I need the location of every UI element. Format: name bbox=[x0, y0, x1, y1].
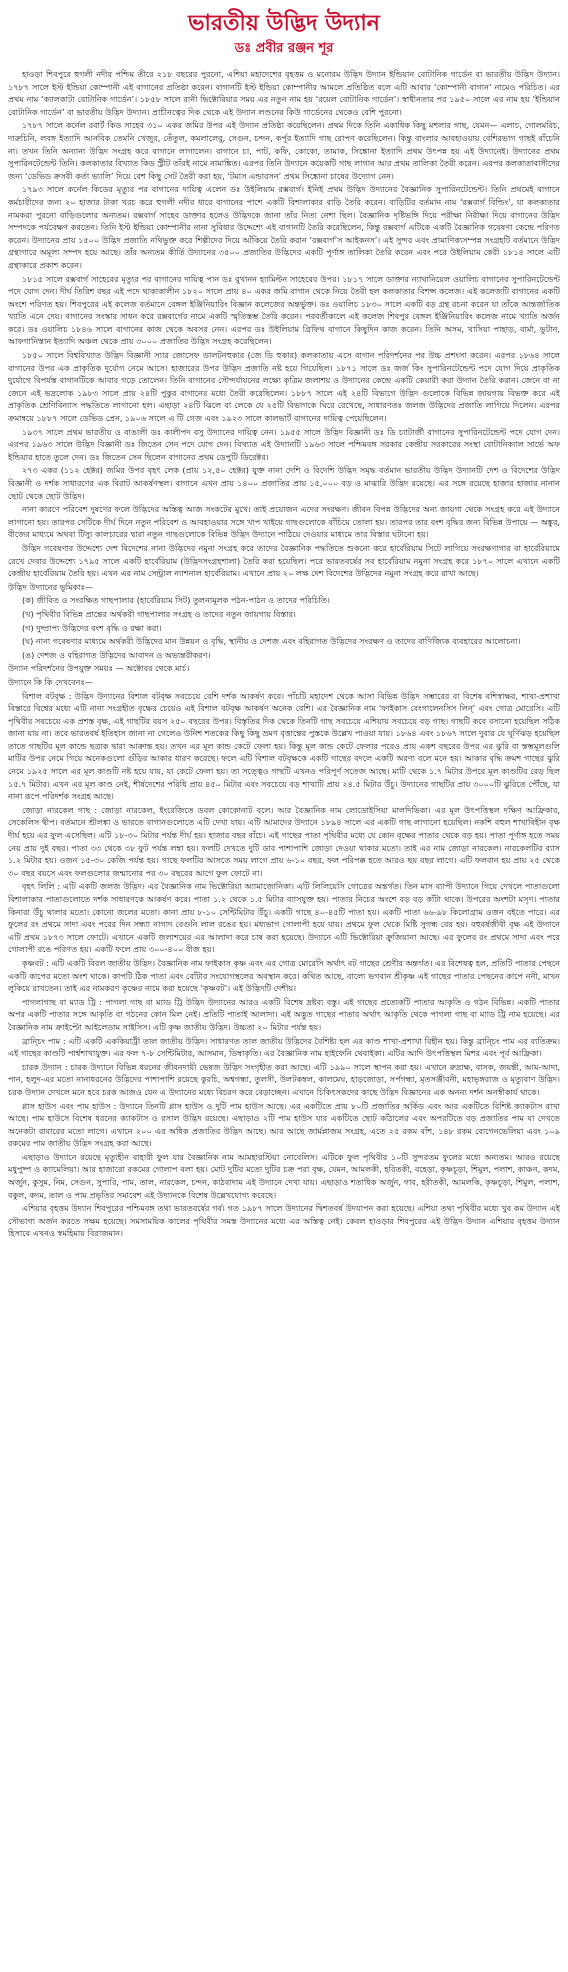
attraction-paragraph: গ্লাস হাউস এবং পাম হাউস : উদ্যানে তিনটি গ্লাস হাউস ও দুটি পাম হাউস আছে। এর একটিতে প্রায় ৮০টি প্রজাতির অর্কিড এবং আর একটিতে বিশিষ্ট ক্যাকটাস রাখা আছে। পাম হাউসে বিশেষ ধরনের ক্যাকটাস ও রসাল উদ্ভিদ রয়েছে। এছাড়াও ২টি পাম হাউস যার একটিতে ছোট কাঁঠালের এবং অপরটিতে বড় প্রজাতির পাম যা দেখতে অনেকটা রাবারের মতো লাগে। এখানে ২০০ এর অধিক প্রজাতির উদ্ভিদ আছে। আর আছে জার্মপ্লাজম সংগ্রহ, এতে ২৫ রকম বাঁশ, ১৪৮ রকম বোগেনভেলিয়া এবং ১০৯ রকমের পাম জাতীয় উদ্ভিদ সংগ্রহ করা আছে। bbox=[8, 1100, 560, 1149]
paragraph: ১৭৯৩ সালে কর্নেল কিডের মৃত্যুর পর বাগানের দায়িত্ব এলেন ডঃ উইলিয়াম রক্সবার্গ। ইনিই প্রথম উদ্ভিদ উদ্যানের বৈজ্ঞানিক সুপারিনটেন্ডেন্ট। তিনি প্রথমেই বাগানে কর্মচারীদের জন্য ২০ হাজার টাকা খরচ করে হুগলী নদীর ধারে বাগানের পাশে একটি বিশালাকার বাড়ি তৈরি করেন। বাড়িটির বর্তমান নাম ‘রক্সবার্গ বিল্ডিং’, যা কলকাতার নামকরা পুরনো বাড়িগুলোর অন্যতম। রক্সবার্গ সাহেব ডাক্তার হলেও উদ্ভিদকে জানা তাঁর নিত্য নেশা ছিল। বৈজ্ঞানিক দৃষ্টিভঙ্গি দিয়ে পরীক্ষা নিরীক্ষা দিয়ে বাগানের উদ্ভিদ সম্পদকে পর্যবেক্ষণ করতেন। তিনি ইস্ট ইন্ডিয়া কোম্পানীর নানা সুবিধার উদ্দেশ্যে এই বাগানটি তৈরি করেছিলেন, কিন্তু রক্সবার্গ এটিকে একটি বৈজ্ঞানিক গবেষণা কেন্দ্রে পরিণত করেন। উদ্যানের প্রায় ১৫০০ উদ্ভিদ প্রজাতি নথিভুক্ত করে শিল্পীদের দিয়ে আঁকিয়ে তৈরি করান ‘রক্সবার্গ’স আইকনস’। এই সুন্দর এবং প্রামাণিক্যসম্পন্ন সংগ্রহটি বর্তমানে উদ্ভিদ গ্রন্থাগারে অমূল্য সম্পদ হয়ে আছে। তাঁর অন্যতম কীর্তি উদ্যানের ৩৫০০ প্রজাতির উদ্ভিদের একটি পূর্ণাঙ্গ তালিকা তৈরি করেন এবং পরে উইলিয়াম কেরী ১৮১৪ সালে এটি গ্রন্থাকারে প্রকাশ করেন। bbox=[8, 184, 560, 270]
article-body bbox=[8, 68, 560, 1240]
attraction-paragraph: চারক উদ্যান : চারক উদ্যানে বিভিন্ন ধরনের জীবনদায়ী ভেষজ উদ্ভিদ সংগৃহীত করা আছে। এটি ১৯৯০ সালে স্থাপন করা হয়। এখানে রুদ্রাক্ষ, বাসক, জয়ন্তী, আম-আদা, পান, হলুদ-এর মতো নানাধরনের উদ্ভিদের পাশাপাশি রয়েছে কুরচি, অশ্বগন্ধা, তুলসী, উলটকম্বল, কালমেঘ, হাড়জোড়া, সর্পগন্ধা, মৃতসঞ্জীবনী, মহাভৃঙ্গরাজ ও মৃত্যুবাণ উদ্ভিদ। চরক উদ্যান দেখলে মনে হবে চরক আজও যেন এ উদ্যানের মধ্যে বিচরণ করে বেড়াচ্ছেন। এখানে চিকিৎসকদের কাছে উদ্ভিদ বিজ্ঞানের এক অনন্য দর্শন অনস্বীকার্য থাকে। bbox=[8, 1061, 560, 1097]
article-title: ভারতীয় উদ্ভিদ উদ্যান bbox=[188, 11, 380, 36]
attraction-paragraph: পাগলাগাছ বা ম্যাড ট্রি : পাগলা গাছ বা ম্যাড ট্রি উদ্ভিদ উদ্যানের আরও একটি বিশেষ দ্রষ্টব্য বস্তু। এই গাছের প্রত্যেকটি পাতার আকৃতি ও গঠন বিভিন্ন। একটি পাতার অপর একটি পাতার সঙ্গে আকৃতি বা গঠনের কোন মিল নেই। প্রতিটি পাতাই আলাদা। এই অদ্ভুত গাছের পাতার অর্থাৎ আকৃতি থেকে পাগলা গাছ বা ম্যাড ট্রি নাম হয়েছে। এর বৈজ্ঞানিক নাম ক্রাইপ্টো আইলেডাম সাইসিস। এটি কৃষ্ণ জাতীয় উদ্ভিদ। উচ্চতা ২০ মিটার পর্যন্ত হয়। bbox=[8, 996, 560, 1032]
roles-heading: উদ্ভিদ উদ্যানের ভূমিকাঃ— bbox=[8, 581, 94, 592]
attractions-heading: উদ্যানে কি কি দেখবেনঃ— bbox=[8, 676, 93, 687]
paragraph: ১৮৫০ সালে বিশ্ববিখ্যাত উদ্ভিদ বিজ্ঞানী স্যার জোসেফ ডালটনহুকার (জে ডি হুকার) কলকাতায় এসে বাগান পরিদর্শনের পর উচ্চ প্রশংসা করেন। এরপর ১৮৬৪ সালে বাগানের উপর এক প্রাকৃতিক দুর্যোগ নেমে আসে। হাজারের উপর উদ্ভিদ প্রজাতি নষ্ট হয়ে গিয়েছিল। ১৮৭১ সালে ডঃ জর্জ কিং সুপারিনটেন্ডেন্ট পদে যোগ দিয়ে প্রাকৃতিক দুর্যোগে বিপর্যস্ত বাগানটিকে আবার গড়ে তোলেন। তিনি বাগানের সৌন্দর্যায়নের লক্ষ্যে কৃত্রিম জলাশয় ও উদ্যানের কেন্দ্রে একটি কেয়ারী করা উদ্যান তৈরি করান। জেনে বা না জেনে এই ভদ্রলোক ১৯৮৩ সালে প্রায় ২৪টি পুকুর বাগানের মধ্যে তৈরী করেছিলেন। ১৮৮৭ সালে এই ২৪টি বিভাগে উদ্ভিদ গুলোকে বিভিন্ন জায়গায় বিভক্ত করে এই প্রাকৃতিক শ্রেণিবিন্যাস পদ্ধতিতে লাগানো হল। এছাড়া ২৪টি ঝিলে বা লেকে যে ২৫টি বিভাগকে ঘিরে রেখেছে, সাধারণতঃ জলজ উদ্ভিদের প্রজাতি লাগিয়ে দিলেন। এরপর ক্রমান্বয়ে ১৮৮৭ সালে ডেভিড প্রেন, ১৯০৬ সালে এ টি গেজ এবং ১৯২৩ সালে কালভার্ট বাগানের দায়িত্ব পেয়েছিলেন। bbox=[8, 350, 560, 424]
paragraph: ১৮১৫ সালে রক্সবার্গ সাহেবের মৃত্যুর পর বাগানের দায়িত্ব পান ডঃ বুখানন হ্যামিল্টন সাহেবের উপর। ১৮১৭ সালে ডাক্তার ন্যাথানিয়েল ওয়ালিচ বাগানের সুপারিনটেন্ডেন্ট পদে যোগ দেন। দীর্ঘ তিরিশ বছর এই পদে থাকাকালীন ১৮২০ সালে প্রায় ৪০ একর জমি বাগান থেকে নিয়ে তৈরী হল কলকাতার বিশপ্স কলেজ। এই কলেজটি বাগানের একটি অংশে পরিণত হয়। শিবপুরের এই কলেজ বর্তমানে বেঙ্গল ইঞ্জিনিয়ারিং বিজ্ঞান কলেজের অন্তর্ভুক্ত। ডঃ ওয়ালিচ ১৮৩০ সালে একটি বড় গ্রন্থ রচনা করেন যা তাঁকে আন্তর্জাতিক খ্যাতি এনে দেয়। বাগানের সংস্কার সাধন করে রক্সবার্গের নামে একটি স্মৃতিস্তম্ভ তৈরি করেন। পরবর্তীকালে এই কলেজ শিবপুর বেঙ্গল ইঞ্জিনিয়ারিং কলেজ নামে খ্যাতি অর্জন করে। ডঃ ওয়ালিচ ১৮৪৬ সালে বাগানের কাজ থেকে অবসর নেন। এরপর ডঃ উইলিয়াম গ্রিফিথ বাগানে কিছুদিন কাজ করেন। তিনি অসম, খাসিয়া পাহাড়, বার্মা, ভুটান, আফগানিস্তান ইত্যাদি অঞ্চল থেকে প্রায় ৩০০০ প্রজাতির উদ্ভিদ সংগ্রহ করেছিলেন। bbox=[8, 273, 560, 347]
role-item: (ঙ) দেশজ ও বহিরাগত উদ্ভিদের আবাদন ও অভ্যন্তরীকরণ। bbox=[22, 649, 211, 660]
article-author: ডঃ প্রবীর রঞ্জন শূর bbox=[234, 41, 334, 56]
attraction-paragraph: এছাড়াও উদ্যানে রয়েছে মৃত্যুহীন বাহারী ফুল যার বৈজ্ঞানিক নাম আমহারস্টিয়া নোবেলিস। এটিকে ফুল পৃথিবীর ১০টি সুন্দরতম ফুলের মধ্যে অন্যতম। আরও রয়েছে মধুপুষ্প ও ক্যামেলিয়া। আর হাজারো রকমের গোলাপ বলা হয়। মোট দুটির মতো দুটির চক্র পরা বৃক্ষ, যেমন, আমলকী, হরিতকী, বহেড়া, কৃষ্ণচূড়া, শিমুল, পলাশ, কাঞ্চন, কদম, অর্জুন, কুসুম, নিম, সেগুন, সুপারি, পাম, তাল, নারকেল, চন্দন, কাঠবাদাম এই উদ্যানে দেখা যায়। এছাড়াও শতাধিক অর্জুন, গাব, হরীতকী, আমলকি, কৃষ্ণচূড়া, শিমুল, পলাশ, বকুল, কদম, তাল ও পাম প্রভৃতির সমাবেশ এই উদ্যানকে বিশেষ উল্লেখযোগ্য করেছে। bbox=[8, 1151, 560, 1200]
paragraph: নানা কারণে পরিবেশ দুষণের ফলে উদ্ভিদের অস্তিত্ব আজ সংকটের মুখে। তাই প্রয়োজন এদের সংরক্ষণ। জীবন বিপন্ন উদ্ভিদের অন্য জায়গা থেকে সংগ্রহ করে এই উদ্যানে লাগানো হয়। তারপর সেটিকে দীর্ঘ দিনে নতুন পরিবেশ ও আবহাওয়ার সঙ্গে খাপ খাইয়ে গাছগুলোকে বাঁচিয়ে তোলা হয়। তারপর তার বংশ বৃদ্ধির জন্য বিভিন্ন উপায়ে — অঙ্কুর, বীজের মাধ্যমে অথবা টিস্যু কালচারের দ্বারা নতুন গাছগুলোকে বিভিন্ন উদ্ভিদ উদ্যানে পাঠিয়ে দেওয়ার মাধ্যমে তার বিস্তার ঘটানো হয়। bbox=[8, 504, 560, 540]
paragraph: ১৯৩৭ সালে প্রথম ভারতীয় ও বাঙালী ডঃ কালীপদ বসু উদ্যানের দায়িত্ব নেন। ১৯৫৫ সালে উদ্ভিদ বিজ্ঞানী ডঃ ডি চ্যাটার্জী বাগানের সুপারিনটেন্ডেন্ট পদে যোগ দেন। এরপর ১৯৬৩ সালে উদ্ভিদ বিজ্ঞানী ডঃ জিতেন সেন পদে যোগ দেন। বিখ্যাত এই উদ্যানটি ১৯৬৩ সালে পশ্চিমবঙ্গ সরকার কেন্দ্রীয় সরকারের সংস্থা বোটানিক্যাল সার্ভে অফ ইন্ডিয়ার হাতে তুলে দেন। ডঃ জিতেন সেন ছিলেন বাগানের প্রথম ডেপুটি ডিরেক্টর। bbox=[8, 426, 560, 462]
paragraph: উদ্ভিদ গবেষণার উদ্দেশ্যে দেশ বিদেশের নানা উদ্ভিদের নমুনা সংগ্রহ করে তাদের বৈজ্ঞানিক পদ্ধতিতে শুকনো করে হার্বেরিয়াম সিটে লাগিয়ে সংরক্ষণাগার বা হার্বেরিয়ামে রেখে দেবার উদ্দেশ্যে ১৭৯৫ সালে একটি হার্বেরিয়াম (উদ্ভিদসংগ্রহশালা) তৈরি করা হয়েছিল। পরে ভারতবর্ষের সব হার্বেরিয়াম নমুনা সংগ্রহ করে ১৮৭০ সালে এখানে একটি কেন্দ্রীয় হার্বেরিয়াম তৈরি হয়। এখন এর নাম সেন্ট্রাল ন্যাশনাল হার্বেরিয়াম। এখানে প্রায় ২০ লক্ষ দেশ বিদেশের উদ্ভিদের নমুনা সংগ্রহ করে রাখা আছে। bbox=[8, 542, 560, 579]
attraction-paragraph: বৃহৎ লিলি : এটি একটি জলজ উদ্ভিদ। এর বৈজ্ঞানিক নাম ভিক্টোরিয়া অ্যামাজোনিকা। এটি লিলিয়েসি গোত্রের অন্তর্গত। তিন মাস ব্যাপী উদ্যানে গিয়ে দেখলে পাতাগুলো বিশালাকার পাতাগুলোতে দর্শক সাধারণকে আকর্ষণ করে। পাতা ১.২ থেকে ১.৫ মিটার ব্যাসযুক্ত হয়। পাতার নিচের অংশে বড় বড় কাঁটা থাকে। উপরের অংশটা মসৃণ। পাতার কিনারা উঁচু থালার মতো। কোনো জলের মতো। কানা প্রায় ৮-১০ সেন্টিমিটার উঁচু। একটি গাছে ৪০-৪৫টি পাতা হয়। একটি পাতা ৬৬-৯৮ কিলোগ্রাম ওজন বইতে পারে। এর ফুলের রং প্রথমে সাদা এবং পরের দিন সন্ধ্যা নাগাদ বেগুনি লাল রঙের হয়। মধ্যভাগ গোলাপী হয়ে যায়। প্রথমে ফুল থেকে মিষ্টি সুগন্ধ বের হয়। বহুবর্ষজীবী বৃক্ষ এই উদ্যানে এটি প্রথম ১৮৭৩ সালে ফোটে। এখানে একটি জলাশয়ের এর আলাদা করে চাষ করা হয়েছে। উদ্যানে এটি ভিক্টোরিয়া ক্রুজিয়ানা আছে। এর ফুলের রং প্রথমে সাদা এবং পরে গোলাপী রঙে পরিণত হয়। একটি ফলে প্রায় ৩০০-৪০০ বীজ হয়। bbox=[8, 881, 560, 955]
visit-time: উদ্যান পরিদর্শনের উপযুক্ত সময়ঃ — অক্টোবর থেকে মার্চ। bbox=[8, 663, 190, 674]
role-item: (গ) দুষ্প্রাপ্য উদ্ভিদের বংশ বৃদ্ধি ও রক্ষা করা। bbox=[22, 622, 162, 633]
attraction-paragraph: ব্রান্চিং পাম : এটি একটি এককিয়াট্রী তাল জাতীয় উদ্ভিদ। সাধারণত তাল জাতীয় উদ্ভিদের বৈশিষ্ট্য হল এর কাণ্ড শাখা-প্রশাখা বিহীন হয়। কিন্তু ব্রান্চিং পাম এর ব্যতিক্রম। এই গাছের কাণ্ডটি পার্শ্বশাখাযুক্ত। এর ফল ৭-৮ সেন্টিমিটার, আসমান, ডিম্বাকৃতি। এর বৈজ্ঞানিক নাম হাইফেনি থেবাইকা। এটির আদি উৎপত্তিস্থল মিশর এবং পূর্ব আফ্রিকা। bbox=[8, 1035, 560, 1059]
attraction-paragraph: জোড়া নারকেল গাছ : জোড়া নারকেল, ইংরেজিতে ডবল কোকোনাট বলে। আর বৈজ্ঞানিক নাম লোডোইসিয়া মালদিভিকা। এর মূল উৎপত্তিস্থল দক্ষিণ আফ্রিকার, সেকেলিস দ্বীপ। বর্তমানে শ্রীলঙ্কা ও ভারতে বাগানগুলোতে এটি দেখা যায়। এটি আমাদের উদ্যানে ১৮৯৪ সালে এর একটি গাছ লাগানো হয়েছিল। নকশি বহুল শাখাবিহীন বৃক্ষ দীর্ঘ হয়ে এর ফুল এসেছিল। এটি ১৮-৩০ মিটার পর্যন্ত দীর্ঘ হয়। হাজার বছর বাঁচে। এই গাছের পাতা পৃথিবীর মধ্যে যে কোন বৃক্ষের পাতার থেকে বড় হয়। পাতা পূর্ণাঙ্গ হতে সময় নেয় প্রায় দুই বছর। পাতা ৩৩ থেকে ৩৮ ফুট পর্যন্ত লম্বা হয়। ফলটি দেখতে দুটি ডাব পাশাপাশি জোড়া দেওয়া থাকার মতো। তাই এর নাম জোড়া নারকেল। নারকেলটির ব্যাস ১.২ মিটার হয়। ওজন ১৫-৩০ কেজি পর্যন্ত হয়। গাছে ফলটির আসতে সময় লাগে প্রায় ৬-১০ বছর, ফল পরিপক্ক হতে আরও ছয় বছর লাগে। এটি ফলবান হয় প্রায় ২৫ থেকে ৩০ বছর বয়সে এবং ফলগুলোর জন্মানোর পর ৩০ বছরের আগে ফুল ফোটে না। bbox=[8, 804, 560, 878]
paragraph: ২৭৩ একর (১১২ হেক্টর) জমির উপর বৃহৎ লেক (প্রায় ১২,৫০ হেক্টর) যুক্ত নানা দেশি ও বিদেশি উদ্ভিদ সমৃদ্ধ বর্তমান ভারতীয় উদ্ভিদ উদ্যানটি দেশ ও বিদেশের উদ্ভিদ বিজ্ঞানী ও দর্শক সাধারণের এক বিরাট আকর্ষণস্থল। বাগানে এখন প্রায় ১৪০০ প্রজাতির প্রায় ১৫,০০০ বড় ও মাঝারি উদ্ভিদ রয়েছে। এর সঙ্গে রয়েছে হাজার হাজার নানান ছোট থেকে ছোট উদ্ভিদ। bbox=[8, 465, 560, 501]
attraction-paragraph: এশিয়ার বৃহত্তম উদ্যান শিবপুরের পশ্চিমবঙ্গ তথা ভারতবর্ষের গর্ব। গত ১৯৮৭ সালে উদ্যানের দ্বিশতবর্ষ উদযাপন করা হয়েছে। এশিয়া তথা পৃথিবীর মধ্যে খুব কম উদ্যান এই সৌভাগ্য অর্জন করতে সক্ষম হয়েছে। সমসাময়িক কালের পৃথিবীর সমস্ত উদ্যানের মধ্যে এর অস্তিত্ব নেই। কেবল হাওড়ার শিবপুরের এই উদ্ভিদ উদ্যান এশিয়ার বৃহত্তম উদ্যান হিসাবে এখনও স্বমহিমায় বিরাজমান। bbox=[8, 1203, 560, 1239]
paragraph: হাওড়া শিবপুরে হুগলী নদীর পশ্চিম তীরে ২১৮ বছরের পুরনো, এশিয়া মহাদেশের বৃহত্তম ও মনোরম উদ্ভিদ উদ্যান ইন্ডিয়ান বোটানিক গার্ডেন বা ভারতীয় উদ্ভিদ উদ্যান। ১৭৮৭ সালে ইস্ট ইন্ডিয়া কোম্পানী এই বাগানের প্রতিষ্ঠা করেন। বাগানটি ইস্ট ইন্ডিয়া কোম্পানীর আমলে প্রতিষ্ঠিত বলে এটি আবার ‘কোম্পানী বাগান’ নামেও পরিচিত। এর প্রথম নাম ‘ক্যালকাটা বোটানিক গার্ডেন’। ১৮৫৮ সালে রানী ভিক্টোরিয়ার সময় এর নতুন নাম হয় ‘রয়েল বোটানিক গার্ডেন’। স্বাধীনতার পর ১৯৫০ সালে এর নাম হয় ‘ইন্ডিয়ান বোটানিক গার্ডেন’ বা ভারতীয় উদ্ভিদ উদ্যান। প্রাচীনত্বের দিক থেকে এই উদ্যান লণ্ডনের কিউ গার্ডেনের থেকেও বেশি পুরনো। bbox=[8, 69, 560, 117]
attraction-paragraph: কৃষ্ণবট : এটি একটি বিরল জাতীয় উদ্ভিদ। বৈজ্ঞানিক নাম ফাইকাস কৃষ্ণ এবং এর গোত্র মোরেসি অর্থাৎ বট গাছের শ্রেণীর অন্তর্গত। এর বিশেষত্ব হল, প্রতিটি পাতার পেছনে একটি কাপের মতো অংশ থাকে। কাপটি ঠিক পাতা এবং বোঁটার সংযোগস্থলের অবস্থান করে। কথিত আছে, বাল্যে ভগবান শ্রীকৃষ্ণ এই গাছের পাতার পেছনের কাপে ননী, মাখন লুকিয়ে রাখতেন। তাই এর নামকরণ কৃষ্ণের নামে করা হয়েছে ‘কৃষ্ণবট’। এই উদ্ভিদটি দেশীয়। bbox=[8, 957, 560, 994]
role-item: (খ) পৃথিবীর বিভিন্ন প্রান্তের অর্থকরী গাছপালার সংগ্রহ ও তাদের নতুন জায়গায় বিস্তার। bbox=[22, 608, 296, 619]
paragraph: ১৭৮৭ সালে কর্নেল রবার্ট কিড সাহেব ৩১০ একর জমির উপর এই উদ্যান প্রতিষ্ঠা করেছিলেন। প্রথম দিকে তিনি একাধিক কিছু মশলার গাছ, যেমন— এলাচ, গোলমরিচ, দারুচিনি, লবঙ্গ ইত্যাদি আনবিক তেমনি খেজুর, তেঁতুল, কমলালেবু, সেগুন, চন্দন, কর্পূর ইত্যাদি গাছ রোপণ করেছিলেন। কিন্তু বাংলার আবহাওয়ায় বেশিরভাগ গাছই বাঁচেনি না। তখন তিনি অন্যান্য উদ্ভিদ সংগ্রহ করে বাগানে লাগালেন। বাগানে চা, পাট, কফি, কোকো, তামাক, সিঙ্কোনা ইত্যাদি প্রথম উৎপন্ন হয় এই উদ্যানেই। উদ্যানের প্রথম সুপারিনটেন্ডেন্ট তিনি। কলকাতার বিখ্যাত কিড স্ট্রীট তাঁরই নামে নামাঙ্কিত। এরপর তিনি উদ্যানে কয়েকটি গাছ লাগান আর প্রথম তালিকা তৈরী করেন। এরপর কলকাতাবাসীদের জন্য ‘ডেভিড ক্রসবী কর্তা ভ্যালি’ দিয়ে বেশ কিছু সেট তৈরী করা হয়, ‘টমাস এন্ডারসন’ প্রথম সিঙ্কোনা চাষের উদ্যোগ নেন। bbox=[8, 120, 560, 181]
attraction-paragraph: বিশাল বটবৃক্ষ : উদ্ভিদ উদ্যানের বিশাল বটবৃক্ষ সবচেয়ে বেশি দর্শক আকর্ষণ করে। পাঁচটি মহাদেশ থেকে আসা বিভিন্ন উদ্ভিদ সম্ভারের বা বিশেষ বশিস্বাক্ষর, শাখা-প্রশাখা বিস্তারে বিশ্বের মধ্যে এটি নানা সংগ্রহীত বৃক্ষের চেয়েও এই বিশাল বটবৃক্ষ আকর্ষণ অনেক বেশি। এর বৈজ্ঞানিক নাম ‘ফাইকাস বেংগালেনসিস লিন্‌’ এবং গোত্র মোরেসি। এটি পৃথিবীর সবচেয়ে এক প্রশস্ত বৃক্ষ, এই গাছটির বয়স ২৫০ বছরের উপর। বিস্তৃতির দিক থেকে তিনটি গাছ সবচেয়ে এশিয়ায় সবচেয়ে বড় গাছ। গাছটি কবে বসানো হয়েছিল সঠিক জানা যায় না। তবে ভারতবর্ষ ইতিহাস জানা না গেলেও উনিশ শতকের কিছু কিছু ভ্রমণ বৃত্তান্তের পুস্তকে উল্লেখ পাওয়া যায়। ১৮৬৪ এবং ১৮৬৭ সালে দুবার যে ঘূর্ণিঝড় হয়েছিল তাতে গাছটির মূল কান্ডে ছত্রাক দ্বারা আক্রান্ত হয়। তখন এর মূল কান্ড কেটে ফেলা হয়। কিন্তু মূল কান্ড কেটে ফেলার পরেও প্রায় একশ বছরের উপর এর ঝুরি বা স্তম্ভমূলগুলি মাটির উপর নেমে গিয়ে অনেকগুলো গুঁড়ির আকার ধারণ করেছে। ফলে এটি বিশাল বটবৃক্ষকে একটি গাছের বদলে একটি অরণ্য বলে মনে হয়। আকার বৃদ্ধি ক্রমশ গাছের ঝুরি নেমে ১৯২৫ সালে এর মূল কাণ্ডটি নষ্ট হয়ে যায়, যা কেটে ফেলা হয়। তা সত্ত্বেও গাছটি এখনও পরিপূর্ণ সতেজ আছে। মাটি থেকে ১.৭ মিটার উপরে মূল কাণ্ডটির বেড় ছিল ১৫.৭ মিটার। এখন এর মূল কাণ্ড নেই, শীর্ষদেশের পরিধি প্রায় ৪৫০ মিটার এবং সবচেয়ে বড় শাখাটি প্রায় ২৪.৫ মিটার উঁচু। উদ্যানের গাছটির প্রায় ৩০০০টি ঝুরিতে পৌঁছে, যা নানা রূপে পরিদর্শক সংগ্রহ আছে। bbox=[8, 690, 560, 802]
role-item: (ঘ) নানা গবেষণার মাধ্যমে অর্থকরী উদ্ভিদের মান উন্নয়ন ও বৃদ্ধি, স্থানীয় ও দেশজ এবং বহিরাগত উদ্ভিদের সংরক্ষণ ও তাদের বাণিজ্যিক ব্যবহারের আলোচনা। bbox=[22, 636, 521, 647]
role-item: (ক) জীবিত ও সংরক্ষিত গাছপালার (হার্বেরিয়াম সিট) তুলনামূলক পঠন-পাঠন ও তাদের পরিচিতি। bbox=[22, 595, 330, 606]
